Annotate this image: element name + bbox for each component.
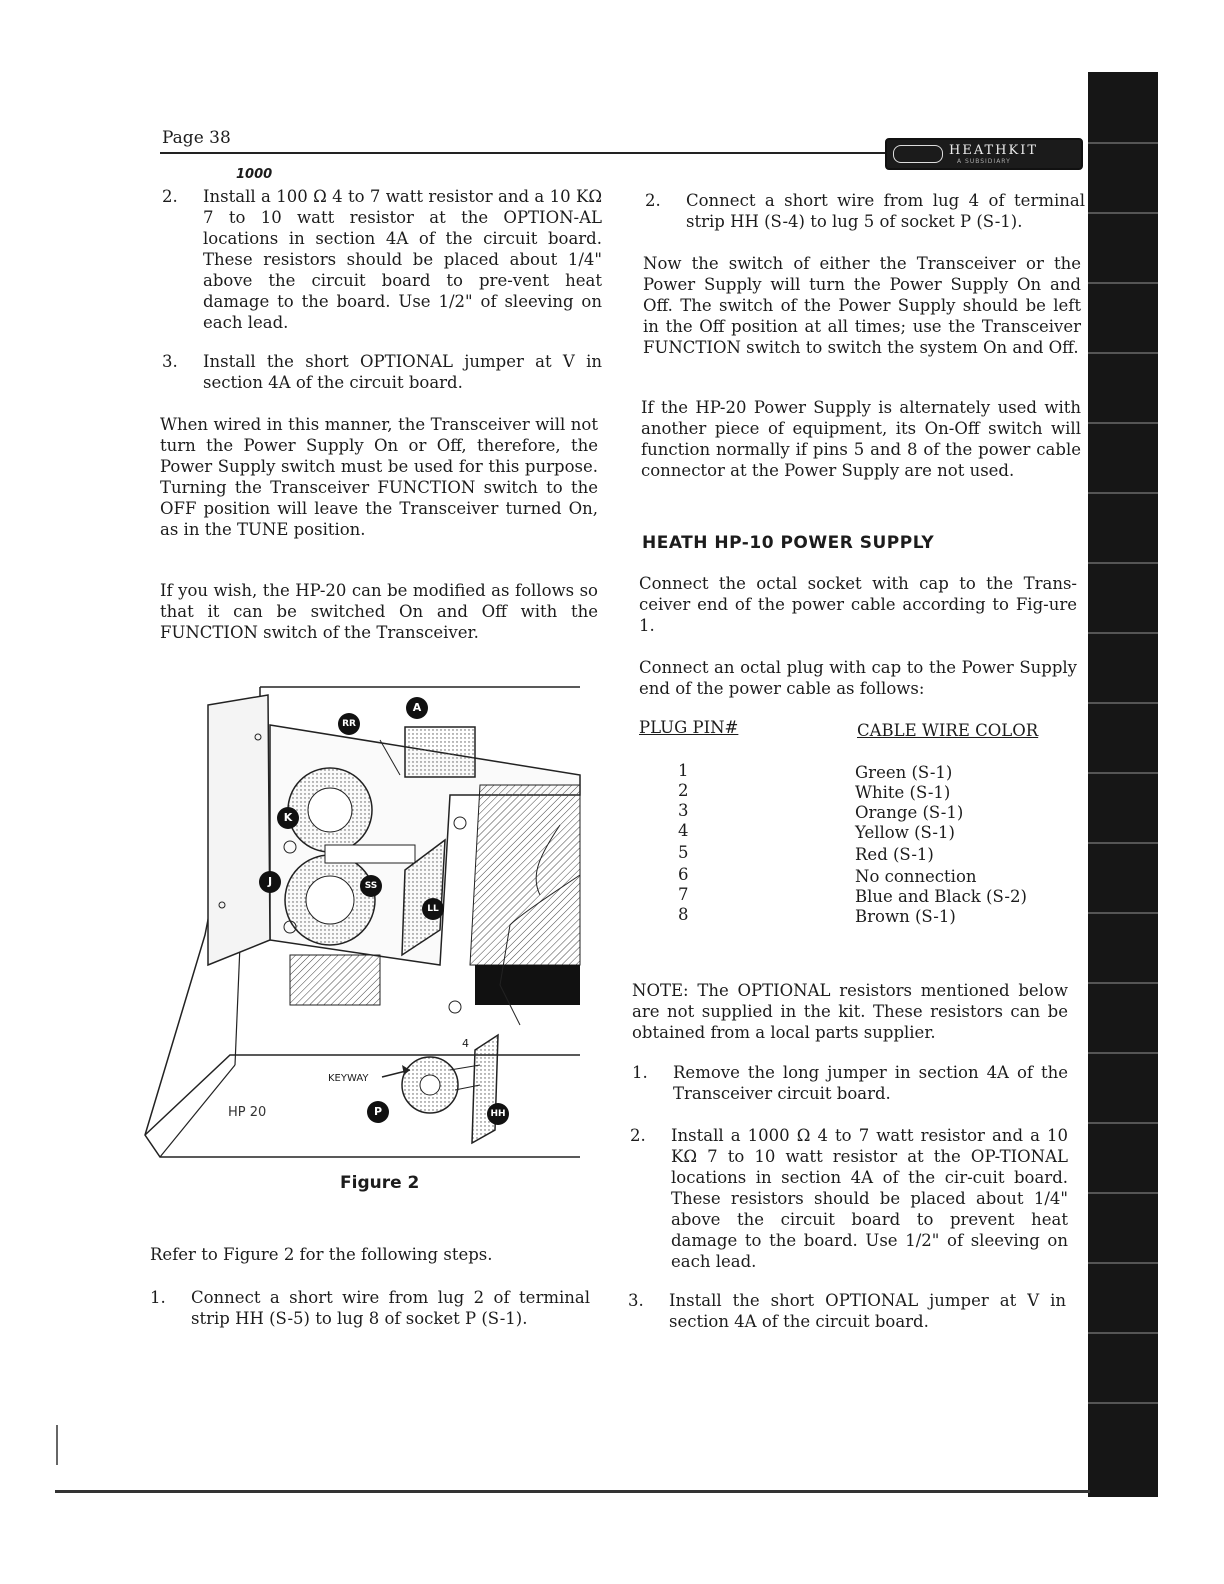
step-text: Connect a short wire from lug 2 of terminal strip HH (S-5) to lug 8 of socket P (S-1). <box>191 1288 590 1328</box>
step-number: 3. <box>162 352 178 371</box>
step-number: 2. <box>630 1126 646 1145</box>
pin-cell: 6 <box>678 865 689 884</box>
table-row <box>678 842 689 863</box>
figure-2-illustration <box>140 665 590 1165</box>
left-paragraph-2: If you wish, the HP-20 can be modified as follows so that it can be switched On and Off with the FUNCTION switch of the Transceiver. <box>160 581 598 642</box>
keyway-label: KEYWAY <box>328 1073 369 1084</box>
right-paragraph-2: If the HP-20 Power Supply is alternately used with another piece of equipment, its On-Off switch will function normally if pins 5 and 8 of the power cable connector at the Power Supply are not used. <box>641 398 1081 480</box>
pin-cell: 8 <box>678 905 689 924</box>
color-cell: Yellow (S-1) <box>855 823 955 842</box>
left-paragraph-1: When wired in this manner, the Transceiver will not turn the Power Supply On or Off, therefore, the Power Supply switch must be used for this purpose. Turning the Transceiver FUNCTION switch to the OFF position will leave the Transceiver turned On, as in the TUNE position. <box>160 415 598 539</box>
table-row <box>855 802 963 823</box>
callout-hh: HH <box>487 1103 509 1125</box>
step-number: 1. <box>632 1063 648 1082</box>
pin-cell: 2 <box>678 781 689 800</box>
pin-cell: 4 <box>678 821 689 840</box>
table-row <box>855 822 955 843</box>
scanned-page-edge <box>1088 72 1158 1497</box>
step-number: 2. <box>645 191 661 210</box>
table-row <box>678 780 689 801</box>
left-scan-mark <box>56 1425 58 1465</box>
left-paragraph-3: Refer to Figure 2 for the following steps. <box>150 1245 493 1264</box>
color-cell: Blue and Black (S-2) <box>855 887 1027 906</box>
table-row <box>855 906 956 927</box>
section-heading: HEATH HP-10 POWER SUPPLY <box>642 533 935 553</box>
pin-cell: 1 <box>678 761 689 780</box>
table-header-color: CABLE WIRE COLOR <box>857 721 1039 740</box>
step-text: Install a 100 Ω 4 to 7 watt resistor and a 10 KΩ 7 to 10 watt resistor at the OPTION-AL locations in section 4A of the circuit board. These resistors should be placed about 1/4" above the circuit board to pre-vent heat damage to the board. Use 1/2" of sleeving on each lead. <box>203 187 602 332</box>
step-text: Install the short OPTIONAL jumper at V in section 4A of the circuit board. <box>669 1291 1066 1331</box>
table-row <box>678 820 689 841</box>
color-cell: No connection <box>855 867 977 886</box>
table-row <box>855 886 1070 907</box>
callout-rr: RR <box>338 713 360 735</box>
callout-a: A <box>406 697 428 719</box>
step-number: 2. <box>162 187 178 206</box>
table-header-pin: PLUG PIN# <box>639 718 739 737</box>
callout-k: K <box>277 807 299 829</box>
color-cell: Red (S-1) <box>855 845 934 864</box>
table-row <box>678 904 689 925</box>
bottom-scan-edge <box>55 1490 1090 1493</box>
table-row <box>678 760 689 781</box>
color-cell: White (S-1) <box>855 783 951 802</box>
table-row <box>855 844 934 865</box>
step-text: Connect a short wire from lug 4 of terminal strip HH (S-4) to lug 5 of socket P (S-1). <box>686 191 1085 231</box>
right-paragraph-1: Now the switch of either the Transceiver or the Power Supply will turn the Power Supply On and Off. The switch of the Power Supply should be left in the Off position at all times; use the Transceiver FUNCTION switch to switch the system On and Off. <box>643 254 1081 357</box>
header-rule <box>160 152 885 154</box>
table-row <box>678 864 689 885</box>
logo-wordmark: HEATHKIT <box>949 143 1039 158</box>
callout-p: P <box>367 1101 389 1123</box>
figure-caption: Figure 2 <box>340 1173 420 1193</box>
note-paragraph: NOTE: The OPTIONAL resistors mentioned below are not supplied in the kit. These resistors can be obtained from a local parts supplier. <box>632 981 1068 1042</box>
callout-j: J <box>259 871 281 893</box>
table-row <box>855 762 952 783</box>
color-cell: Orange (S-1) <box>855 803 964 822</box>
model-label: HP 20 <box>228 1105 267 1120</box>
table-row <box>855 782 950 803</box>
table-row <box>678 800 689 821</box>
step-number: 1. <box>150 1288 166 1307</box>
logo-emblem-icon <box>893 145 943 163</box>
pin-cell: 7 <box>678 885 689 904</box>
handwritten-correction: 1000 <box>236 167 273 182</box>
pin-cell: 3 <box>678 801 689 820</box>
step-text: Install the short OPTIONAL jumper at V in section 4A of the circuit board. <box>203 352 602 392</box>
pin-label: 4 <box>462 1037 469 1050</box>
right-paragraph-3: Connect the octal socket with cap to the Trans-ceiver end of the power cable according to Fig-ure 1. <box>639 574 1077 635</box>
color-cell: Green (S-1) <box>855 763 953 782</box>
pin-cell: 5 <box>678 843 689 862</box>
figure-2-drawing <box>140 665 590 1165</box>
callout-ss: SS <box>360 875 382 897</box>
step-text: Install a 1000 Ω 4 to 7 watt resistor and a 10 KΩ 7 to 10 watt resistor at the OP-TIONAL locations in section 4A of the cir-cuit board. These resistors should be placed about 1/4" above the circuit board to prevent heat damage to the board. Use 1/2" of sleeving on each lead. <box>671 1126 1068 1271</box>
page-number: Page 38 <box>162 128 231 148</box>
logo-subtext: A SUBSIDIARY <box>957 158 1011 165</box>
callout-ll: LL <box>422 898 444 920</box>
table-row <box>855 866 977 887</box>
right-paragraph-4: Connect an octal plug with cap to the Power Supply end of the power cable as follows: <box>639 658 1077 698</box>
step-text: Remove the long jumper in section 4A of the Transceiver circuit board. <box>673 1063 1068 1103</box>
heathkit-logo <box>885 138 1083 170</box>
color-cell: Brown (S-1) <box>855 907 956 926</box>
table-row <box>678 884 689 905</box>
step-number: 3. <box>628 1291 644 1310</box>
